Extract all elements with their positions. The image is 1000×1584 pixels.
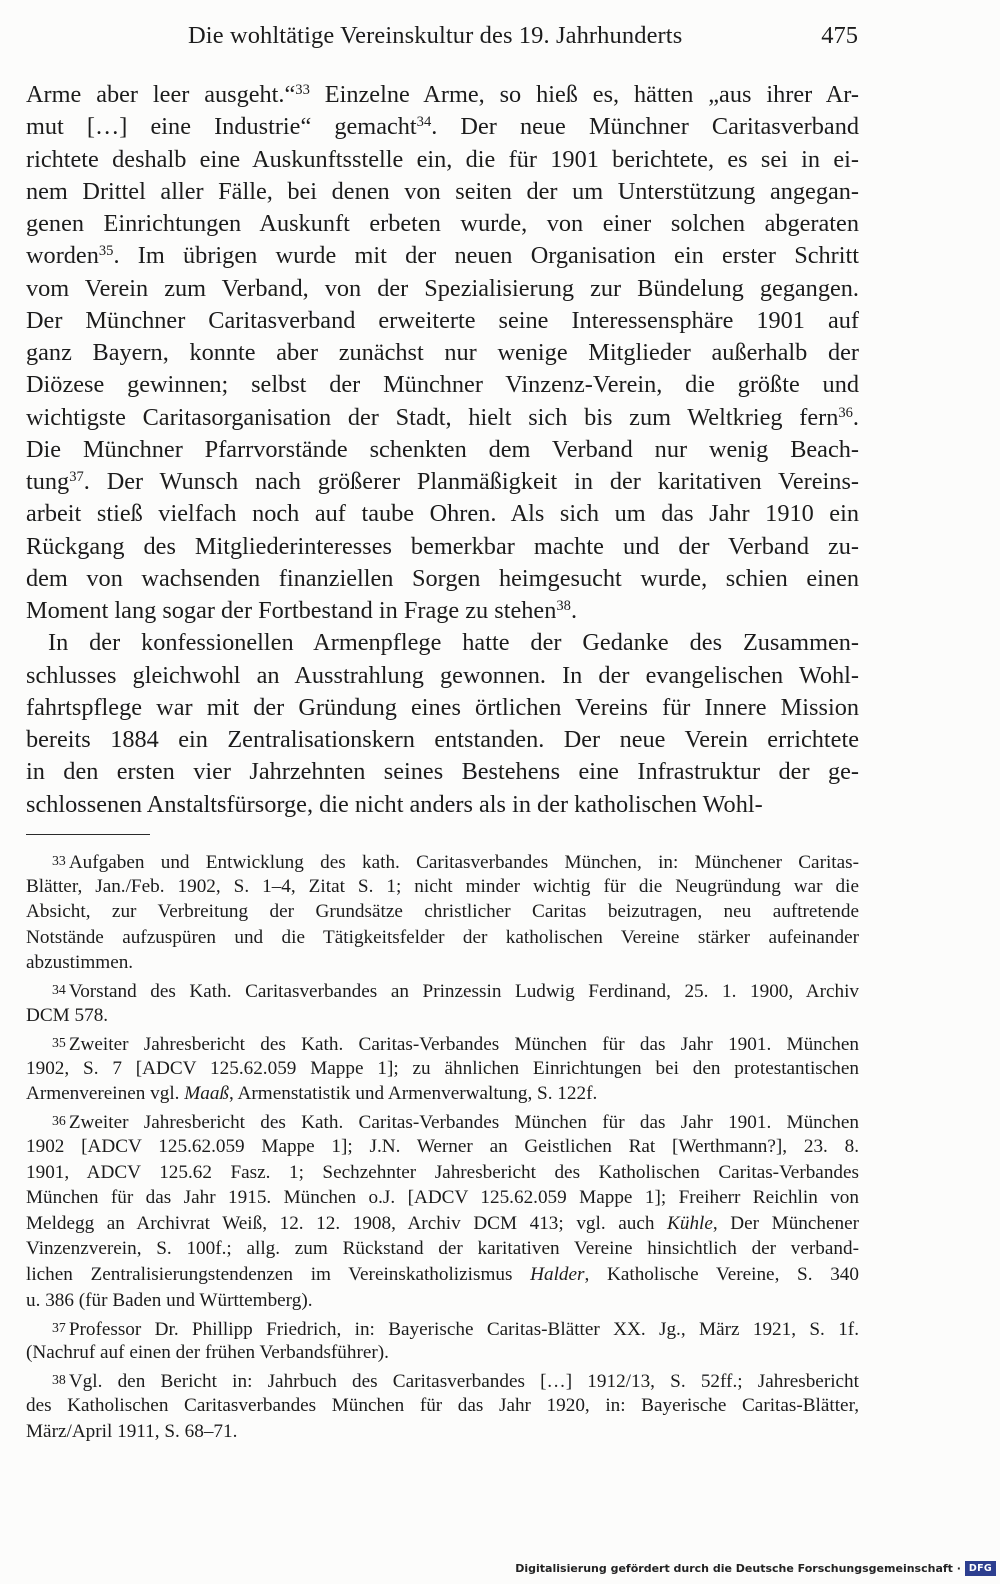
footnote-line [26, 1393, 859, 1419]
text-run: . Der neue Münchner Caritasverband [431, 113, 859, 141]
text-run: Der Münchner Caritasverband erweiterte seine Interessensphäre 1901 auf [26, 306, 859, 334]
footnote-36 [26, 1108, 859, 1313]
footnote-35 [26, 1030, 859, 1107]
footnote-ref[interactable]: 36 [838, 404, 853, 421]
text-run: Professor Dr. Phillipp Friedrich, in: Bayerische Caritas-Blätter XX. Jg., März 1921, S. 1f. [68, 1318, 859, 1340]
footnote-ref[interactable]: 35 [98, 243, 114, 260]
text-run: lichen Zentralisierungstendenzen im Vereinskatholizismus [26, 1264, 531, 1285]
text-run: Armenvereinen vgl. [26, 1083, 185, 1105]
text-run: , Katholische Vereine, S. 340 [584, 1264, 859, 1285]
footnote-line [26, 1340, 859, 1366]
body-text [26, 79, 859, 821]
footnote-37 [26, 1315, 859, 1366]
footnote-line [26, 1262, 859, 1288]
text-run: Rückgang des Mitgliederinteresses bemerkbar machte und der Verband zu- [26, 532, 859, 560]
text-run: . Der Wunsch nach größerer Planmäßigkeit in der karitativen Vereins- [83, 468, 859, 495]
paragraph [26, 79, 859, 627]
text-run: . [570, 597, 578, 624]
credit-text: Digitalisierung gefördert durch die Deutsche Forschungsgemeinschaft · [515, 1562, 961, 1575]
author-name: Halder [530, 1264, 585, 1285]
text-line [26, 692, 859, 724]
text-run: arbeit stieß vielfach noch auf taube Ohren. Als sich um das Jahr 1910 ein [26, 500, 859, 528]
footnote-34 [26, 977, 859, 1028]
text-run: Moment lang sogar der Fortbestand in Frage zu stehen [26, 597, 557, 624]
text-run: Absicht, zur Verbreitung der Grundsätze christlicher Caritas beizutragen, neu auftretende [26, 901, 859, 923]
footnote-number: 34 [52, 982, 66, 998]
text-run: Vgl. den Bericht in: Jahrbuch des Caritasverbandes […] 1912/13, S. 52ff.; Jahresbericht [68, 1371, 859, 1393]
text-run: Einzelne Arme, so hieß es, hätten „aus ihrer Ar- [309, 81, 859, 108]
text-line [26, 466, 859, 498]
footnote-line [26, 1185, 859, 1211]
text-line [26, 273, 859, 305]
running-header [150, 22, 870, 52]
text-run: (Nachruf auf einen der frühen Verbandsführer). [26, 1342, 389, 1364]
text-line [26, 111, 859, 143]
text-line [26, 660, 859, 692]
text-run: Aufgaben und Entwicklung des kath. Caritasverbandes München, in: Münchener Caritas- [68, 851, 859, 873]
text-run: Vorstand des Kath. Caritasverbandes an Prinzessin Ludwig Ferdinand, 25. 1. 1900, Archiv [68, 981, 859, 1003]
footnote-line [26, 1134, 859, 1160]
page-number: 475 [821, 22, 858, 49]
dfg-logo: DFG [965, 1561, 996, 1576]
footnote-line [26, 899, 859, 925]
footnote-line [26, 1419, 859, 1445]
text-run: worden [26, 242, 99, 270]
text-line [26, 724, 859, 756]
footnote-number: 37 [52, 1319, 66, 1335]
text-line [26, 208, 859, 240]
text-line [26, 531, 859, 563]
footnote-line [26, 1108, 859, 1134]
text-line [26, 402, 859, 434]
text-run: DCM 578. [26, 1005, 109, 1027]
text-run: Zweiter Jahresbericht des Kath. Caritas-Verbandes München für das Jahr 1901. München [68, 1112, 859, 1134]
text-run: 1901, ADCV 125.62 Fasz. 1; Sechzehnter Jahresbericht des Katholischen Caritas-Verbandes [26, 1161, 859, 1183]
text-run: vom Verein zum Verband, von der Spezialisierung zur Bündelung gegangen. [26, 274, 859, 302]
author-name: Kühle [667, 1212, 713, 1234]
footnote-line [26, 1367, 859, 1393]
text-line [26, 240, 859, 272]
text-run: Vinzenzverein, S. 100f.; allg. zum Rückstand der karitativen Vereine hinsichtlich der verband- [26, 1238, 859, 1260]
text-run: Notstände aufzuspüren und die Tätigkeitsfelder der katholischen Vereine stärker aufeinander [26, 926, 859, 948]
footnote-number: 33 [52, 853, 66, 868]
text-run: bereits 1884 ein Zentralisationskern entstanden. Der neue Verein errichtete [26, 726, 859, 753]
text-line [26, 563, 859, 595]
text-run: Blätter, Jan./Feb. 1902, S. 1–4, Zitat S. 1; nicht minder wichtig für die Neugründung war die [26, 875, 859, 897]
text-run: . [852, 403, 859, 431]
text-run: Diözese gewinnen; selbst der Münchner Vinzenz-Verein, die größte und [26, 371, 859, 399]
footnote-line [26, 1211, 859, 1237]
text-run: 1902 [ADCV 125.62.059 Mappe 1]; J.N. Werner an Geistlichen Rat [Werthmann?], 23. 8. [26, 1136, 859, 1158]
footnote-line [26, 1288, 859, 1314]
text-line [26, 756, 859, 788]
text-run: schlossenen Anstaltsfürsorge, die nicht anders als in der katholischen Wohl- [26, 790, 763, 818]
text-run: u. 386 (für Baden und Württemberg). [26, 1289, 313, 1311]
paragraph [26, 627, 859, 821]
text-line [26, 79, 859, 111]
text-run: Zweiter Jahresbericht des Kath. Caritas-Verbandes München für das Jahr 1901. München [68, 1033, 859, 1055]
footnote-ref[interactable]: 33 [295, 81, 310, 98]
text-line [26, 498, 859, 530]
text-run: Meldegg an Archivrat Weiß, 12. 12. 1908, Archiv DCM 413; vgl. auch [26, 1212, 668, 1234]
text-line [26, 337, 859, 369]
footnote-ref[interactable]: 34 [416, 114, 432, 131]
text-run: abzustimmen. [26, 952, 134, 974]
text-run: dem von wachsenden finanziellen Sorgen heimgesucht wurde, schien einen [26, 564, 859, 592]
text-run: fahrtspflege war mit der Gründung eines örtlichen Vereins für Innere Mission [26, 693, 859, 721]
footnote-33 [26, 848, 859, 976]
footnote-line [26, 874, 859, 900]
footnote-line [26, 977, 859, 1003]
text-run: , Armenstatistik und Armenverwaltung, S. 122f. [229, 1083, 598, 1105]
text-line [26, 369, 859, 401]
digitization-credit [515, 1561, 996, 1576]
text-line [26, 789, 859, 821]
text-run: . Im übrigen wurde mit der neuen Organisation ein erster Schritt [113, 242, 859, 270]
text-run: richtete deshalb eine Auskunftsstelle ein, die für 1901 berichtete, es sei in ei- [26, 145, 859, 173]
text-run: in den ersten vier Jahrzehnten seines Bestehens eine Infrastruktur der ge- [26, 758, 859, 786]
footnote-line [26, 1030, 859, 1056]
footnote-number: 36 [52, 1113, 66, 1129]
footnote-line [26, 848, 859, 874]
text-line [26, 144, 859, 176]
text-line [26, 627, 859, 659]
text-run: schlusses gleichwohl an Ausstrahlung gewonnen. In der evangelischen Wohl- [26, 661, 859, 689]
text-run: wichtigste Caritasorganisation der Stadt, hielt sich bis zum Weltkrieg fern [26, 403, 839, 431]
running-title: Die wohltätige Vereinskultur des 19. Jahrhunderts [188, 22, 683, 49]
footnote-number: 38 [52, 1372, 66, 1388]
footnote-38 [26, 1367, 859, 1444]
footnote-line [26, 925, 859, 951]
text-run: Die Münchner Pfarrvorstände schenkten dem Verband nur wenig Beach- [26, 435, 859, 463]
footnote-line [26, 950, 859, 976]
footnote-line [26, 1081, 859, 1107]
text-run: München für das Jahr 1915. München o.J. [ADCV 125.62.059 Mappe 1]; Freiherr Reichlin von [26, 1187, 859, 1209]
text-run: mut […] eine Industrie“ gemacht [26, 113, 417, 141]
footnote-line [26, 1056, 859, 1082]
footnote-number: 35 [52, 1035, 66, 1051]
text-run: Arme aber leer ausgeht.“ [26, 81, 296, 108]
text-run: In der konfessionellen Armenpflege hatte der Gedanke des Zusammen- [48, 629, 859, 657]
text-line [26, 176, 859, 208]
footnote-line [26, 1003, 859, 1029]
author-name: Maaß [184, 1083, 230, 1105]
footnote-ref[interactable]: 37 [69, 468, 84, 485]
text-run: , Der Münchener [712, 1212, 860, 1234]
text-run: genen Einrichtungen Auskunft erbeten wurde, von einer solchen abgeraten [26, 210, 859, 237]
footnotes [26, 848, 859, 1446]
text-run: März/April 1911, S. 68–71. [26, 1420, 238, 1442]
text-run: 1902, S. 7 [ADCV 125.62.059 Mappe 1]; zu ähnlichen Einrichtungen bei den protestantischen [26, 1057, 859, 1079]
text-run: des Katholischen Caritasverbandes München für das Jahr 1920, in: Bayerische Caritas-Blätter, [26, 1394, 859, 1416]
footnote-line [26, 1315, 859, 1341]
text-line [26, 305, 859, 337]
text-run: nem Drittel aller Fälle, bei denen von seiten der um Unterstützung angegan- [26, 177, 859, 205]
text-line [26, 434, 859, 466]
footnote-line [26, 1236, 859, 1262]
footnote-ref[interactable]: 38 [556, 597, 571, 614]
footnote-separator [26, 834, 150, 835]
text-run: ganz Bayern, konnte aber zunächst nur wenige Mitglieder außerhalb der [26, 339, 859, 366]
text-line [26, 595, 859, 627]
footnote-line [26, 1160, 859, 1186]
text-run: tung [26, 468, 70, 495]
